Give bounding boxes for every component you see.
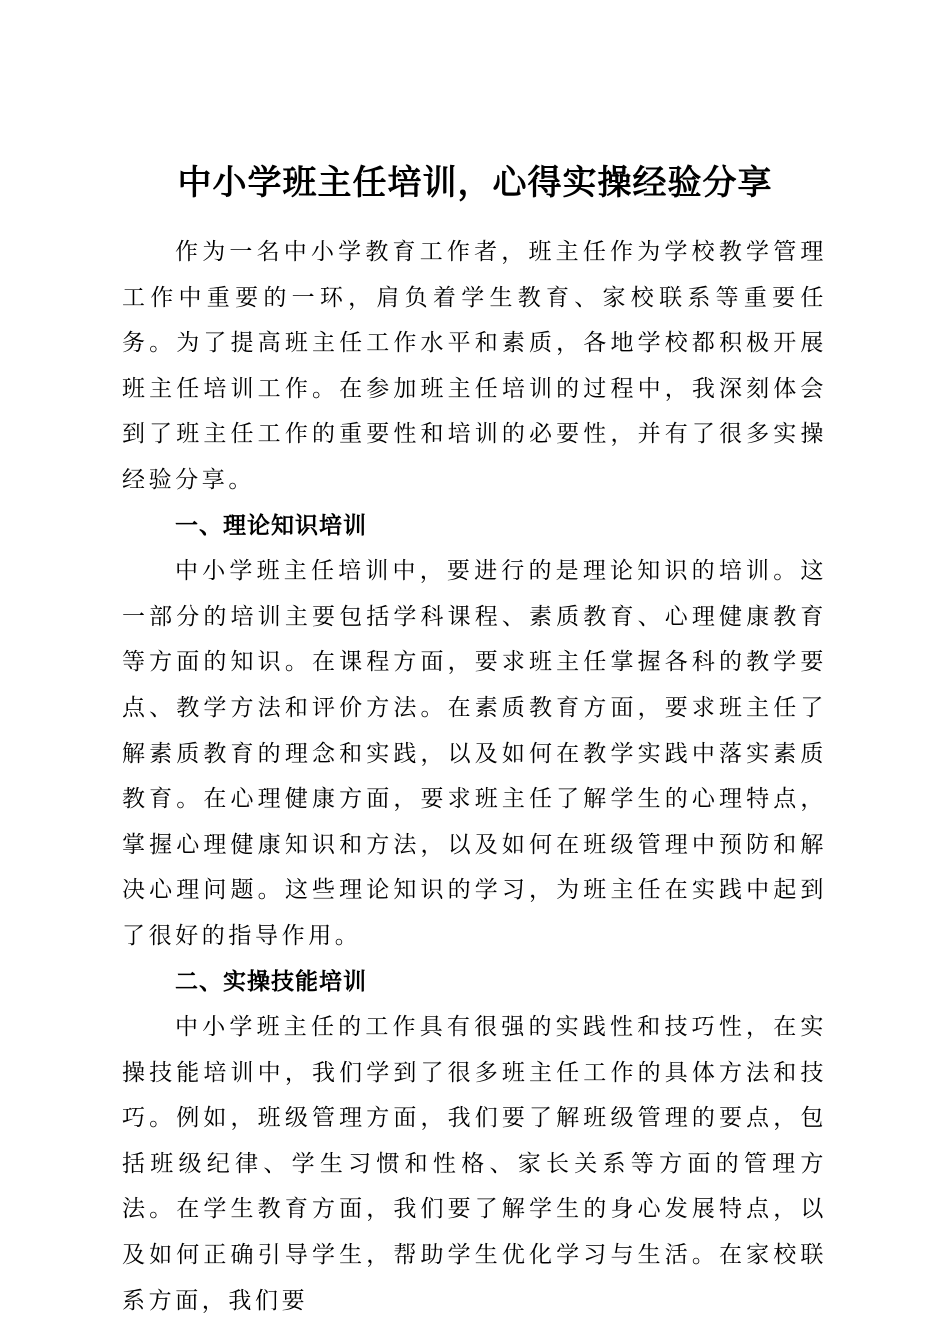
document-title: 中小学班主任培训，心得实操经验分享 [177,162,773,203]
section-heading-practice: 二、实操技能培训 [175,968,367,995]
intro-paragraph: 作为一名中小学教育工作者，班主任作为学校教学管理工作中重要的一环，肩负着学生教育、家校联系等重要任务。为了提高班主任工作水平和素质，各地学校都积极开展班主任培训工作。在参加班主任培训的过程中，我深刻体会到了班主任工作的重要性和培训的必要性，并有了很多实操经验分享。 [122,239,827,493]
document-body [122,230,827,1324]
section-paragraph-theory: 中小学班主任培训中，要进行的是理论知识的培训。这一部分的培训主要包括学科课程、素质教育、心理健康教育等方面的知识。在课程方面，要求班主任掌握各科的教学要点、教学方法和评价方法。在素质教育方面，要求班主任了解素质教育的理念和实践，以及如何在教学实践中落实素质教育。在心理健康方面，要求班主任了解学生的心理特点，掌握心理健康知识和方法，以及如何在班级管理中预防和解决心理问题。这些理论知识的学习，为班主任在实践中起到了很好的指导作用。 [122,558,827,949]
section-heading-theory: 一、理论知识培训 [175,512,367,539]
section-paragraph-practice: 中小学班主任的工作具有很强的实践性和技巧性，在实操技能培训中，我们学到了很多班主任工作的具体方法和技巧。例如，班级管理方面，我们要了解班级管理的要点，包括班级纪律、学生习惯和性格、家长关系等方面的管理方法。在学生教育方面，我们要了解学生的身心发展特点，以及如何正确引导学生，帮助学生优化学习与生活。在家校联系方面，我们要 [122,1014,827,1314]
